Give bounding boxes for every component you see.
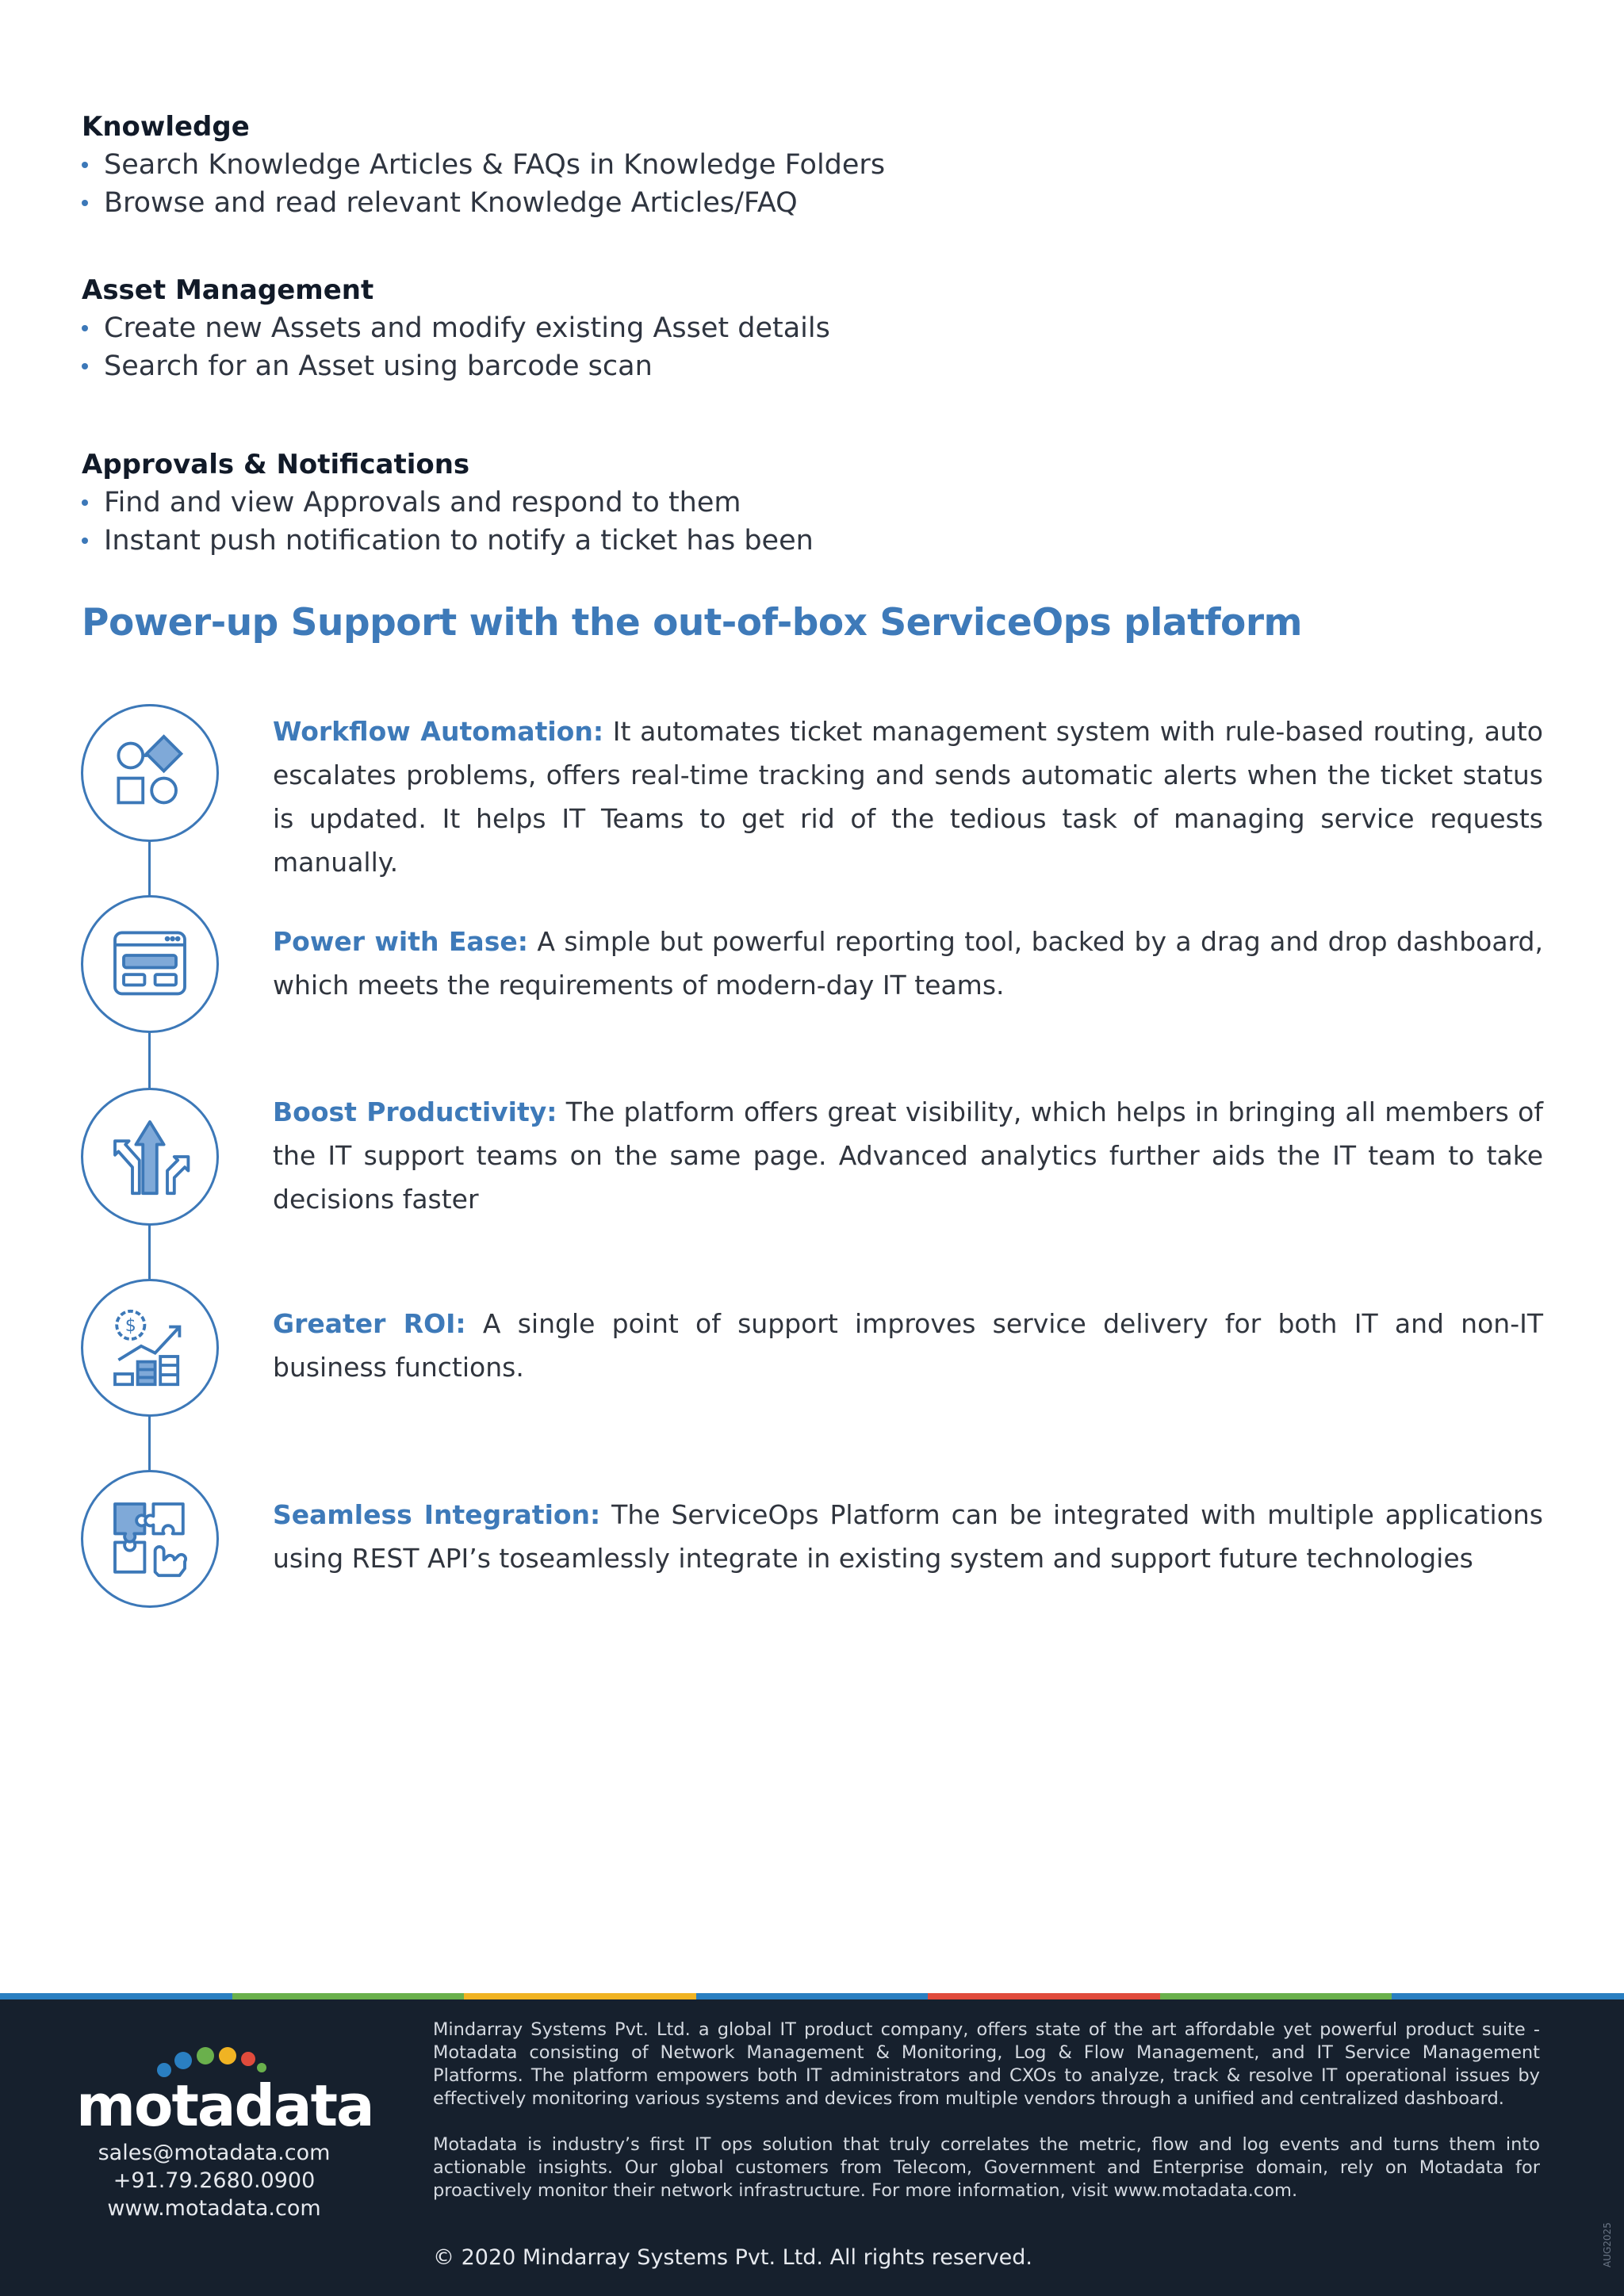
list-item: Instant push notification to notify a ticket has been [82, 522, 1033, 560]
contact-block [56, 2139, 373, 2222]
bullet-icon [82, 162, 88, 168]
feature-greater-roi [273, 1302, 1543, 1389]
bullet-icon [82, 363, 88, 369]
feature-text: It automates ticket management system with rule-based routing, auto escalates problems, offers real-time tracking and sends automatic alerts when the ticket status is updated. It helps IT Teams to get rid of the tedious task of managing service requests manually. [273, 716, 1543, 878]
feature-boost-productivity [273, 1090, 1543, 1221]
puzzle-integration-icon [81, 1470, 219, 1608]
feature-title: Workflow Automation: [273, 716, 604, 747]
about-company [433, 2019, 1540, 2225]
motadata-logo [71, 2041, 373, 2144]
list-item: Search for an Asset using barcode scan [82, 347, 1033, 385]
contact-phone: +91.79.2680.0900 [113, 2168, 316, 2193]
feature-title: Power with Ease: [273, 926, 528, 957]
feature-title: Seamless Integration: [273, 1499, 601, 1530]
about-paragraph: Mindarray Systems Pvt. Ltd. a global IT product company, offers state of the art affordable yet powerful product suite - Motadata consisting of Network Management & Monitoring, Log & Flow Management, and IT Service Management Platforms. The platform empowers both IT administrators and CXOs to analyze, track & resolve IT operational issues by effectively monitoring various systems and devices from multiple vendors through a unified and centralized dashboard. [433, 2019, 1540, 2109]
diverging-arrows-icon [81, 1088, 219, 1226]
bullet-icon [82, 499, 88, 506]
roi-growth-icon [81, 1279, 219, 1417]
feature-title: Boost Productivity: [273, 1096, 557, 1127]
about-paragraph: Motadata is industry’s first IT ops solution that truly correlates the metric, flow and log events and turns them into actionable insights. Our global customers from Telecom, Government and Enterprise domain, rely on Motadata for proactively monitor their network infrastructure. For more information, visit www.motadata.com. [433, 2134, 1540, 2201]
bullet-list [82, 146, 1033, 222]
bullet-list [82, 309, 1033, 385]
knowledge-section [82, 108, 1033, 222]
feature-power-with-ease [273, 920, 1543, 1007]
copyright-text: © 2020 Mindarray Systems Pvt. Ltd. All rights reserved. [433, 2245, 1032, 2270]
feature-text: The platform offers great visibility, which helps in bringing all members of the IT support teams on the same page. Advanced analytics further aids the IT team to take decisions faster [273, 1096, 1543, 1215]
bullet-icon [82, 325, 88, 331]
feature-text: The ServiceOps Platform can be integrated with multiple applications using REST API’s toseamlessly integrate in existing system and support future technologies [273, 1499, 1543, 1574]
list-item: Create new Assets and modify existing Asset details [82, 309, 1033, 347]
document-code: AUG2025 [1602, 2222, 1613, 2267]
section-title: Approvals & Notifications [82, 449, 470, 480]
section-title: Knowledge [82, 111, 250, 143]
feature-seamless-integration [273, 1493, 1543, 1580]
bullet-list [82, 484, 1033, 560]
contact-website[interactable]: www.motadata.com [107, 2196, 321, 2221]
feature-workflow-automation [273, 710, 1543, 884]
asset-management-section [82, 271, 1033, 385]
bullet-icon [82, 200, 88, 206]
page-headline: Power-up Support with the out-of-box ServiceOps platform [82, 601, 1302, 645]
page-footer [0, 1993, 1624, 2296]
logo-wordmark: motadata [76, 2072, 373, 2139]
color-stripe [0, 1993, 1624, 1999]
svg-text:$: $ [124, 1316, 136, 1337]
approvals-notifications-section [82, 446, 1033, 560]
list-item: Find and view Approvals and respond to them [82, 484, 1033, 522]
contact-email[interactable]: sales@motadata.com [98, 2141, 331, 2165]
dashboard-window-icon [81, 895, 219, 1033]
workflow-shapes-icon [81, 704, 219, 842]
feature-title: Greater ROI: [273, 1308, 466, 1339]
section-title: Asset Management [82, 274, 374, 306]
feature-text: A single point of support improves service delivery for both IT and non-IT business functions. [273, 1308, 1543, 1383]
bullet-icon [82, 538, 88, 544]
feature-text: A simple but powerful reporting tool, backed by a drag and drop dashboard, which meets the requirements of modern-day IT teams. [273, 926, 1543, 1001]
list-item: Search Knowledge Articles & FAQs in Knowledge Folders [82, 146, 1033, 184]
list-item: Browse and read relevant Knowledge Articles/FAQ [82, 184, 1033, 222]
